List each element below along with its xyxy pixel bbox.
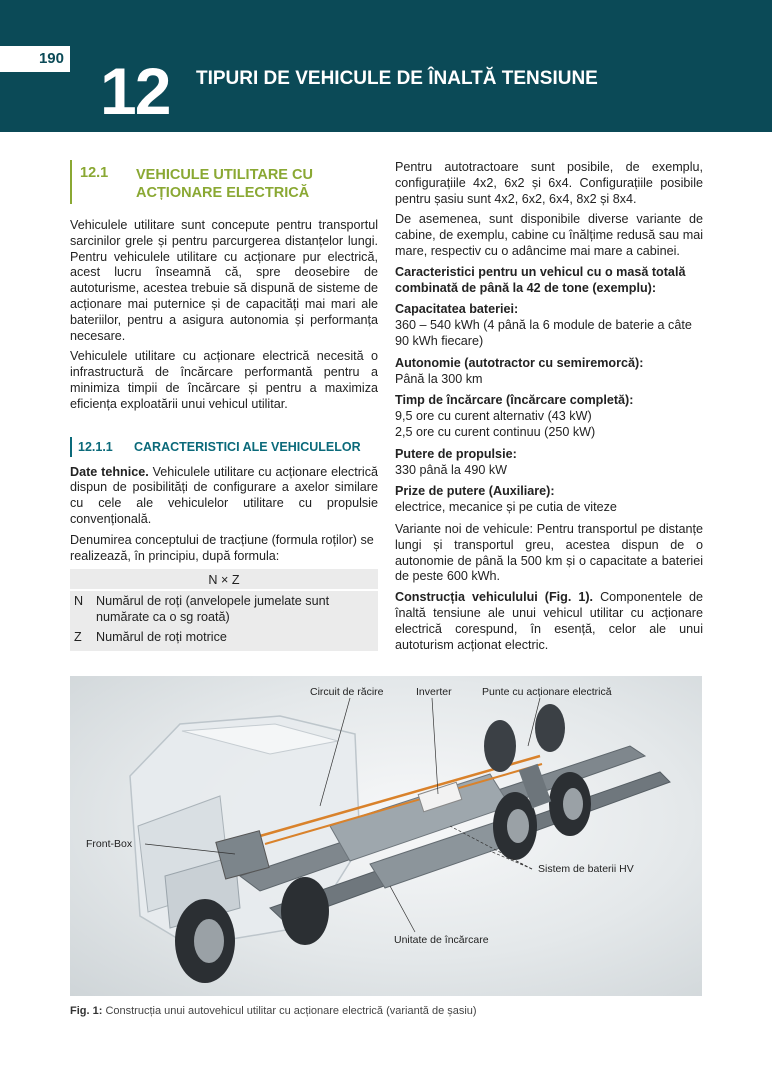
subsection-heading bbox=[70, 437, 378, 457]
spec-label: Timp de încărcare (încărcare completă): bbox=[395, 393, 634, 408]
paragraph-lead: Date tehnice. bbox=[70, 464, 149, 479]
subsection-number: 12.1.1 bbox=[78, 439, 113, 454]
section-number: 12.1 bbox=[80, 165, 109, 181]
truck-chassis-illustration bbox=[70, 676, 702, 996]
spec-value: 2,5 ore cu curent continuu (250 kW) bbox=[395, 424, 596, 439]
legend-key: Z bbox=[74, 629, 82, 644]
right-column bbox=[395, 160, 703, 658]
spec-value: 330 până la 490 kW bbox=[395, 462, 508, 477]
spec-label: Autonomie (autotractor cu semiremorcă): bbox=[395, 355, 644, 370]
paragraph: Pentru autotractoare sunt posibile, de exemplu, configurațiile 4x2, 6x2 și 6x4. Configurațiile posibile pentru șasiu sunt 4x2, 6x2, 6x4, 8x2 și 8x4. bbox=[395, 160, 703, 206]
legend-text: Numărul de roți (anvelopele jumelate sunt numărate ca o sg roată) bbox=[96, 594, 330, 625]
legend-row bbox=[70, 627, 378, 647]
spec-value: 360 – 540 kWh (4 până la 6 module de baterie a câte 90 kWh fiecare) bbox=[395, 318, 692, 348]
paragraph-text: Vehiculele utilitare cu acționare electrică dispun de posibilități de configurare a axelor similare cu cele ale vehiculelor utilitare cu propulsie convențională. bbox=[70, 464, 378, 526]
spec-value: Până la 300 km bbox=[395, 371, 483, 386]
paragraph: Vehiculele utilitare cu acționare electrică necesită o infrastructură de încărcare performantă pentru a minimiza timpii de încărcare și pentru a maximiza eficiența exploatării unui vehicul utilitar. bbox=[70, 349, 378, 411]
section-heading bbox=[70, 160, 378, 204]
caption-text: Construcția unui autovehicul utilitar cu acționare electrică (variantă de șasiu) bbox=[102, 1005, 477, 1017]
paragraph: De asemenea, sunt disponibile diverse variante de cabine, de exemplu, cabine cu înălțime redusă sau mai mare, respectiv cu o adâncime mai mare a cabinei. bbox=[395, 212, 703, 258]
legend-text: Numărul de roți motrice bbox=[96, 629, 227, 644]
left-column bbox=[70, 160, 378, 651]
spec-block bbox=[395, 356, 703, 388]
page-number: 190 bbox=[0, 46, 70, 72]
paragraph bbox=[395, 590, 703, 653]
legend-key: N bbox=[74, 594, 84, 609]
spec-label: Capacitatea bateriei: bbox=[395, 302, 519, 317]
paragraph bbox=[70, 465, 378, 528]
truck-chassis-figure bbox=[70, 676, 702, 996]
figure-caption bbox=[70, 1005, 477, 1017]
caption-lead: Fig. 1: bbox=[70, 1005, 103, 1017]
spec-block bbox=[395, 302, 703, 349]
label-inverter: Inverter bbox=[416, 686, 452, 698]
chapter-title: TIPURI DE VEHICULE DE ÎNALTĂ TENSIUNE bbox=[196, 68, 598, 89]
formula: N × Z bbox=[70, 569, 378, 591]
paragraph: Variante noi de vehicule: Pentru transportul pe distanțe lungi și transportul greu, acestea dispun de o autonomie de până la 500 km și o capacitate a bateriei de peste 600 kWh. bbox=[395, 521, 703, 584]
label-cooling-circuit: Circuit de răcire bbox=[310, 686, 384, 698]
spec-block bbox=[395, 484, 703, 516]
spec-value: 9,5 ore cu curent alternativ (43 kW) bbox=[395, 409, 592, 424]
label-charging-unit: Unitate de încărcare bbox=[394, 934, 489, 946]
legend-row bbox=[70, 591, 378, 627]
spec-value: electrice, mecanice și pe cutia de viteze bbox=[395, 500, 617, 515]
spec-block bbox=[395, 393, 703, 440]
paragraph-lead: Construcția vehiculului (Fig. 1). bbox=[395, 590, 594, 605]
chapter-header bbox=[0, 0, 772, 132]
section-title: VEHICULE UTILITARE CU ACȚIONARE ELECTRICĂ bbox=[136, 167, 313, 201]
label-hv-battery: Sistem de baterii HV bbox=[538, 863, 634, 875]
spec-block bbox=[395, 447, 703, 479]
label-electric-axle: Punte cu acționare electrică bbox=[482, 686, 612, 698]
spec-label: Putere de propulsie: bbox=[395, 446, 517, 461]
formula-table bbox=[70, 569, 378, 650]
spec-heading: Caracteristici pentru un vehicul cu o masă totală combinată de până la 42 de tone (exemplu): bbox=[395, 264, 686, 295]
paragraph: Vehiculele utilitare sunt concepute pentru transportul sarcinilor grele și pentru parcurgerea distanțelor lungi. Pentru vehiculele utilitare cu acționare pur electrică, acest lucru înseamnă că, spre deosebire de autoturisme, acestea trebuie să dispună de sisteme de acționare mai puternice și de capacități mai mari ale bateriilor, pentru a asigura autonomia și performanța necesare. bbox=[70, 218, 378, 343]
spec-label: Prize de putere (Auxiliare): bbox=[395, 484, 555, 499]
label-front-box: Front-Box bbox=[86, 838, 133, 850]
paragraph-text: Componentele de înaltă tensiune ale unui vehicul utilitar cu acționare electrică corespund, în esență, celor ale unui autoturism acționat electric. bbox=[395, 590, 704, 652]
subsection-title: CARACTERISTICI ALE VEHICULELOR bbox=[134, 439, 361, 454]
paragraph: Denumirea conceptului de tracțiune (formula roților) se realizează, în principiu, după formula: bbox=[70, 532, 374, 563]
chapter-number: 12 bbox=[100, 54, 170, 128]
